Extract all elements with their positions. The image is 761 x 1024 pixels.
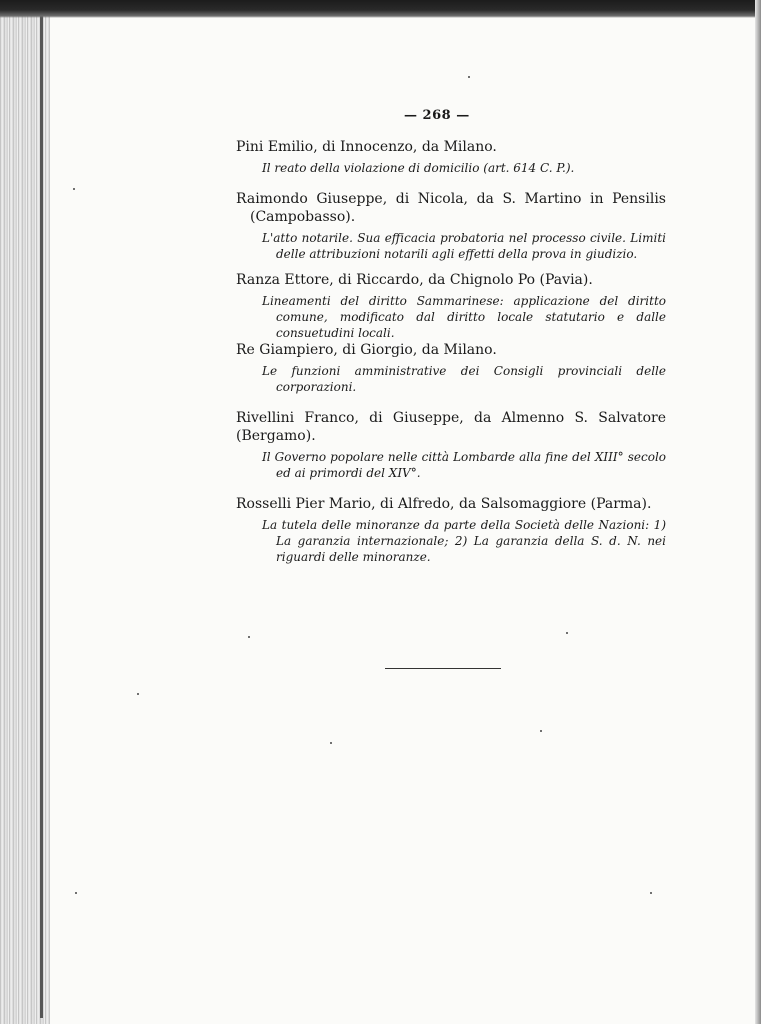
scan-speck [330, 742, 332, 744]
scan-top-edge [0, 0, 761, 18]
entry-title: Lineamenti del diritto Sammarinese: applicazione del diritto comune, modificato dal diritto locale statutario e dalle consuetudini locali. [262, 294, 666, 340]
scan-speck [468, 76, 470, 78]
scan-speck [75, 892, 77, 894]
entry-author: Raimondo Giuseppe, di Nicola, da S. Martino in Pensilis (Campobasso). [236, 191, 666, 225]
entry-title: L'atto notarile. Sua efficacia probatoria nel processo civile. Limiti delle attribuzioni notarili agli effetti della prova in giudizio. [262, 231, 666, 261]
entry-title: Il reato della violazione di domicilio (art. 614 C. P.). [262, 161, 575, 175]
list-item [236, 495, 666, 565]
scan-speck [137, 693, 139, 695]
end-rule-divider [385, 668, 501, 669]
entry-title: La tutela delle minoranze da parte della Società delle Nazioni: 1) La garanzia internazionale; 2) La garanzia della S. d. N. nei riguardi delle minoranze. [262, 518, 666, 564]
scan-speck [540, 730, 542, 732]
scan-speck [650, 892, 652, 894]
entry-author: Rosselli Pier Mario, di Alfredo, da Salsomaggiore (Parma). [236, 496, 652, 512]
list-item [236, 190, 666, 262]
scan-speck [73, 188, 75, 190]
entry-title: Le funzioni amministrative dei Consigli provinciali delle corporazioni. [262, 364, 666, 394]
list-item [236, 271, 666, 341]
entry-author: Rivellini Franco, di Giuseppe, da Almenno S. Salvatore (Bergamo). [236, 410, 666, 444]
scan-speck [248, 636, 250, 638]
entry-title: Il Governo popolare nelle città Lombarde alla fine del XIII° secolo ed ai primordi del XIV°. [262, 450, 666, 480]
binding-edge-line [40, 8, 43, 1018]
entry-author: Re Giampiero, di Giorgio, da Milano. [236, 342, 497, 358]
page-number: — 268 — [404, 108, 470, 123]
list-item [236, 341, 666, 395]
entry-author: Ranza Ettore, di Riccardo, da Chignolo Po (Pavia). [236, 272, 593, 288]
thesis-list [236, 138, 666, 565]
list-item [236, 138, 666, 176]
entry-author: Pini Emilio, di Innocenzo, da Milano. [236, 139, 497, 155]
scan-speck [566, 632, 568, 634]
list-item [236, 409, 666, 481]
scan-right-edge [755, 0, 761, 1024]
